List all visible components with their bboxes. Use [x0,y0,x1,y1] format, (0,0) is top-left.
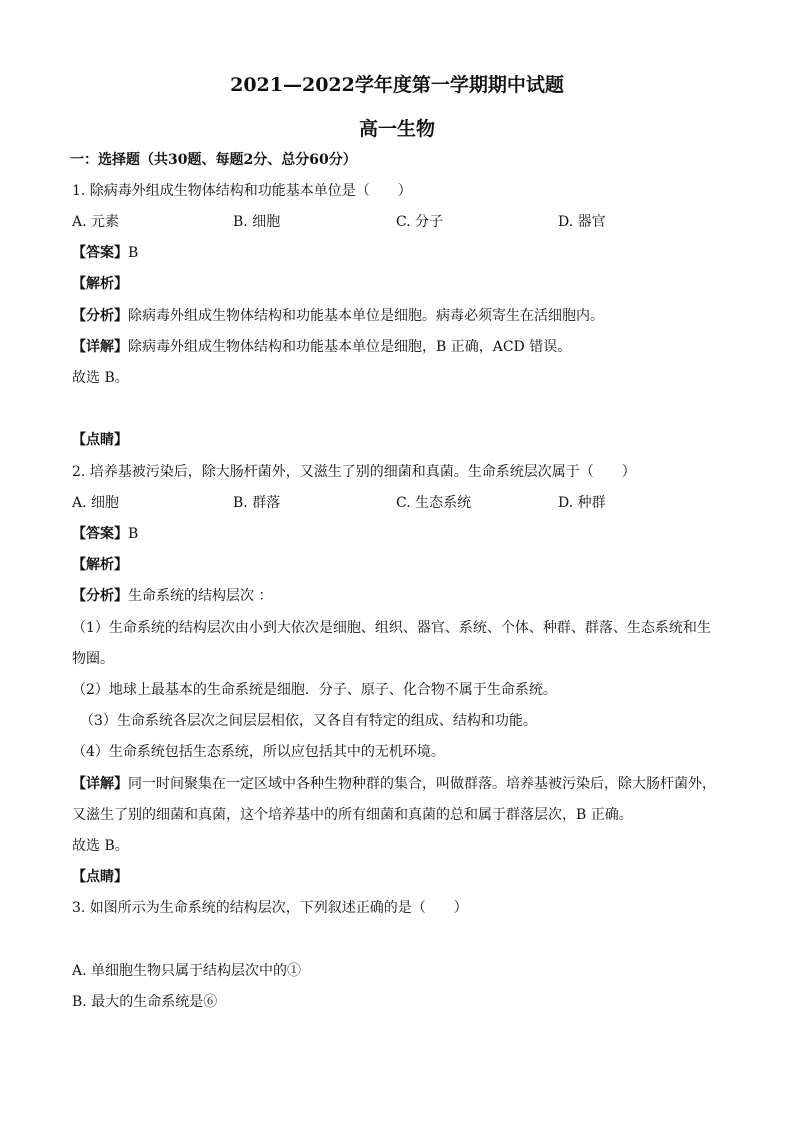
q1-conclusion: 故选 B。 [72,370,129,386]
fenxi-text: 生命系统的结构层次 ： [128,588,273,604]
q3-stem: 3. 如图所示为生命系统的结构层次，下列叙述正确的是（ ） [72,900,468,916]
answer-tag: 【答案】 [72,245,128,261]
q2-point-3: （3）生命系统各层次之间层层相依，又各自有特定的组成、结构和功能。 [80,713,537,729]
q2-point-1: （1）生命系统的结构层次由小到大依次是细胞、组织、器官、系统、个体、种群、群落、生态系统和生 [72,620,711,636]
q3-option-b: B. 最大的生命系统是⑥ [72,994,218,1010]
q2-options [72,493,722,513]
q2-xiangjie-cont: 又滋生了别的细菌和真菌，这个培养基中的所有细菌和真菌的总和属于群落层次，B 正确。 [72,807,633,823]
q2-point-1-cont: 物圈。 [72,651,114,667]
fenxi-tag: 【分析】 [72,588,128,604]
q2-xiangjie [72,774,716,794]
answer-value: B [128,526,139,542]
answer-value: B [128,245,139,261]
q3-option-a: A. 单细胞生物只属于结构层次中的① [72,963,302,979]
xiangjie-text: 除病毒外组成生物体结构和功能基本单位是细胞，B 正确，ACD 错误。 [128,339,572,355]
q2-stem: 2. 培养基被污染后，除大肠杆菌外，又滋生了别的细菌和真菌。生命系统层次属于（ ） [72,464,636,480]
q1-option-a: A. 元素 [72,214,120,230]
fenxi-tag: 【分析】 [72,308,128,324]
q1-option-b: B. 细胞 [233,214,281,230]
q1-dianjing-tag: 【点睛】 [72,432,128,448]
q1-xiangjie [72,337,571,357]
q1-answer [72,243,138,263]
q1-option-d: D. 器官 [558,214,606,230]
q2-option-a: A. 细胞 [72,495,120,511]
q1-fenxi [72,306,604,326]
q1-stem: 1. 除病毒外组成生物体结构和功能基本单位是（ ） [72,183,412,199]
exam-title: 2021—2022学年度第一学期期中试题 [230,74,564,96]
q2-conclusion: 故选 B。 [72,838,129,854]
q2-option-c: C. 生态系统 [396,495,472,511]
q2-option-d: D. 种群 [558,495,606,511]
q2-point-2: （2）地球上最基本的生命系统是细胞．分子、原子、化合物不属于生命系统。 [72,682,557,698]
xiangjie-text: 同一时间聚集在一定区域中各种生物种群的集合，叫做群落。培养基被污染后，除大肠杆菌外， [128,776,716,792]
q1-option-c: C. 分子 [396,214,444,230]
exam-subtitle: 高一生物 [358,118,435,140]
xiangjie-tag: 【详解】 [72,339,128,355]
q2-point-4: （4）生命系统包括生态系统，所以应包括其中的无机环境。 [72,744,445,760]
fenxi-text: 除病毒外组成生物体结构和功能基本单位是细胞。病毒必须寄生在活细胞内。 [128,308,604,324]
q2-analysis-tag: 【解析】 [72,557,128,573]
q1-options [72,212,722,232]
section-heading: 一：选择题（共30题、每题2分、总分60分） [70,152,357,168]
q2-answer [72,524,138,544]
q2-dianjing-tag: 【点睛】 [72,869,128,885]
answer-tag: 【答案】 [72,526,128,542]
xiangjie-tag: 【详解】 [72,776,128,792]
q2-fenxi [72,586,272,606]
q1-analysis-tag: 【解析】 [72,276,128,292]
q2-option-b: B. 群落 [233,495,281,511]
